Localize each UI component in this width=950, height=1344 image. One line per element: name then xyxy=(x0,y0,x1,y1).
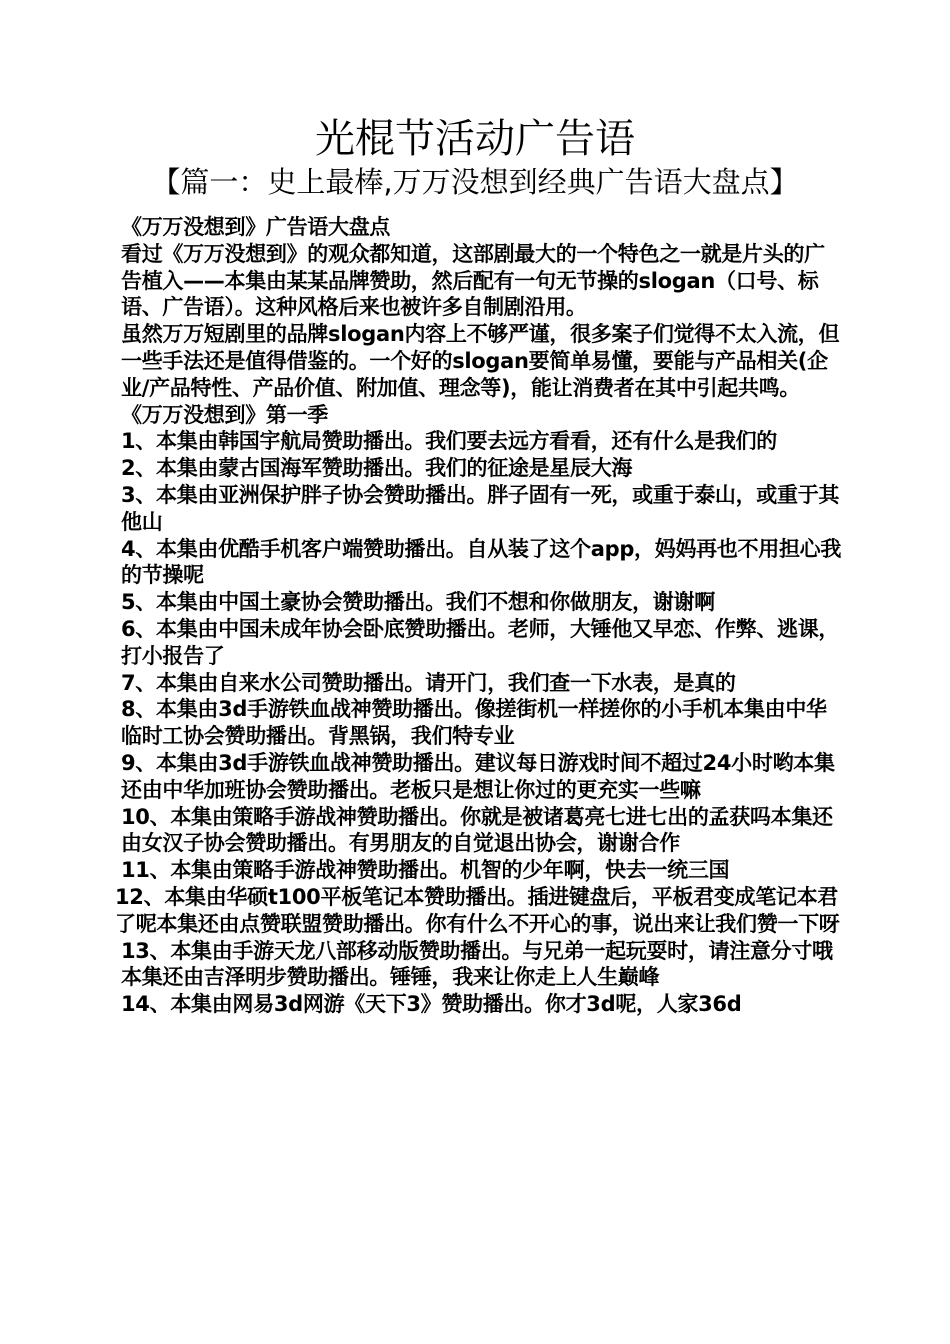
list-item: 9、本集由3d手游铁血战神赞助播出。建议每日游戏时间不超过24小时哟本集还由中华加班协会赞助播出。老板只是想让你过的更充实一些嘛 xyxy=(121,750,835,802)
body-paragraph: 虽然万万短剧里的品牌slogan内容上不够严谨，很多案子们觉得不太入流，但一些手法还是值得借鉴的。一个好的slogan要简单易懂，要能与产品相关(企业/产品特性、产品价值、附加值、理念等)，能让消费者在其中引起共鸣。 xyxy=(121,322,840,400)
document-title: 光棍节活动广告语 xyxy=(315,116,635,162)
section-heading: 《万万没想到》第一季 xyxy=(121,402,328,427)
list-item: 11、本集由策略手游战神赞助播出。机智的少年啊，快去一统三国 xyxy=(121,858,730,883)
document-subtitle: 【篇一：史上最棒,万万没想到经典广告语大盘点】 xyxy=(151,165,799,199)
list-item: 6、本集由中国未成年协会卧底赞助播出。老师，大锤他又早恋、作弊、逃课，打小报告了 xyxy=(121,616,840,668)
body-paragraph: 看过《万万没想到》的观众都知道，这部剧最大的一个特色之一就是片头的广告植入——本集由某某品牌赞助，然后配有一句无节操的slogan（口号、标语、广告语）。这种风格后来也被许多自制剧沿用。 xyxy=(121,241,825,320)
list-item: 8、本集由3d手游铁血战神赞助播出。像搓街机一样搓你的小手机本集由中华临时工协会赞助播出。背黑锅，我们特专业 xyxy=(121,697,827,749)
list-item: 10、本集由策略手游战神赞助播出。你就是被诸葛亮七进七出的孟获吗本集还由女汉子协会赞助播出。有男朋友的自觉退出协会，谢谢合作 xyxy=(121,804,833,856)
list-item: 13、本集由手游天龙八部移动版赞助播出。与兄弟一起玩耍时，请注意分寸哦本集还由吉泽明步赞助播出。锤锤，我来让你走上人生巅峰 xyxy=(121,938,833,990)
section-heading: 《万万没想到》广告语大盘点 xyxy=(121,215,391,239)
list-item: 5、本集由中国土豪协会赞助播出。我们不想和你做朋友，谢谢啊 xyxy=(121,590,715,615)
list-item: 14、本集由网易3d网游《天下3》赞助播出。你才3d呢，人家36d xyxy=(121,992,742,1017)
list-item: 3、本集由亚洲保护胖子协会赞助播出。胖子固有一死，或重于泰山，或重于其他山 xyxy=(121,482,840,534)
list-item: 1、本集由韩国宇航局赞助播出。我们要去远方看看，还有什么是我们的 xyxy=(121,429,778,454)
list-item: 4、本集由优酷手机客户端赞助播出。自从装了这个app，妈妈再也不用担心我的节操呢 xyxy=(121,536,842,588)
list-item: 7、本集由自来水公司赞助播出。请开门，我们查一下水表，是真的 xyxy=(121,670,736,695)
list-item: 2、本集由蒙古国海军赞助播出。我们的征途是星辰大海 xyxy=(121,456,633,481)
document-body xyxy=(115,214,845,1018)
list-item: 12、本集由华硕t100平板笔记本赞助播出。插进键盘后，平板君变成笔记本君了呢本集还由点赞联盟赞助播出。你有什么不开心的事，说出来让我们赞一下呀 xyxy=(115,884,840,936)
